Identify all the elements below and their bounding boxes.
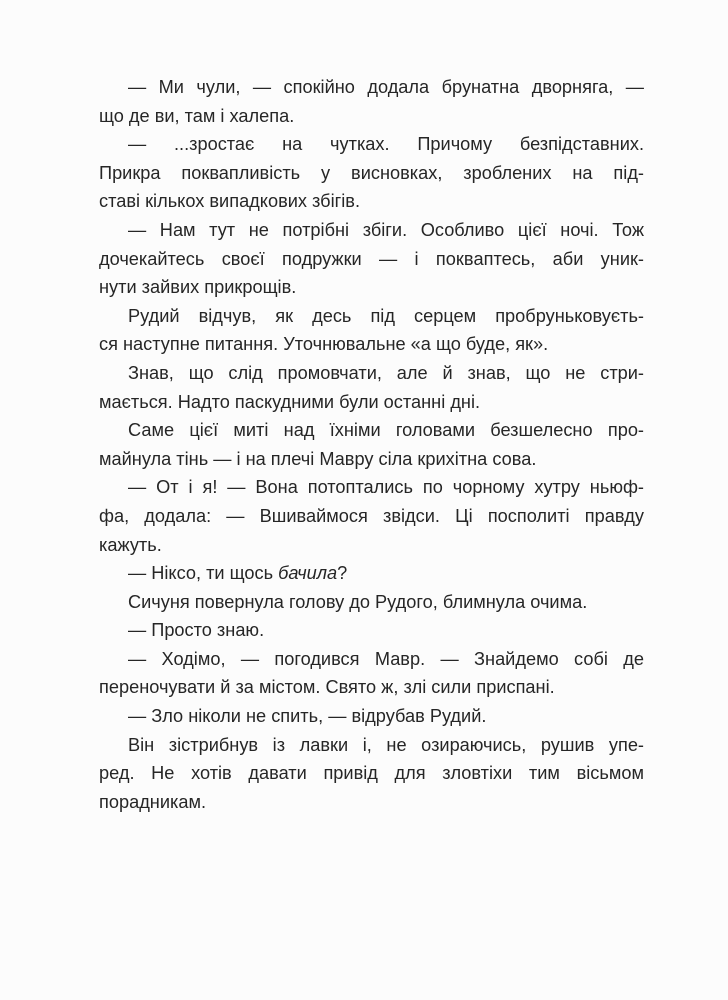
text-line: ся наступне питання. Уточнювальне «а що буде, як». [99, 334, 549, 355]
text-line: Саме цієї миті над їхніми головами безшелесно про- [128, 420, 644, 441]
page-body-text [99, 73, 644, 816]
text-line: Він зістрибнув із лавки і, не озираючись, рушив упе- [128, 734, 644, 755]
text-line: — От і я! — Вона потоптались по чорному хутру ньюф- [128, 477, 644, 498]
text-line: — ...зростає на чутках. Причому безпідставних. [128, 134, 644, 155]
text-line: — Просто знаю. [128, 620, 265, 641]
text-line: ред. Не хотів давати привід для зловтіхи тим вісьмом [99, 763, 644, 784]
text-line: — Зло ніколи не спить, — відрубав Рудий. [128, 706, 487, 727]
text-line: Сичуня повернула голову до Рудого, блимнула очима. [128, 591, 588, 612]
text-line: — Ходімо, — погодився Мавр. — Знайдемо собі де [128, 648, 644, 669]
text-line: кажуть. [99, 534, 162, 555]
text-line: порадникам. [99, 791, 207, 812]
text-line: нути зайвих прикрощів. [99, 277, 297, 298]
text-line: — Ми чули, — спокійно додала брунатна дворняга, — [128, 77, 644, 97]
line-text: — Ніксо, ти щось [128, 563, 279, 584]
text-line: фа, додала: — Вшиваймося звідси. Ці посполиті правду [99, 505, 644, 526]
text-line: переночувати й за містом. Свято ж, злі сили приспані. [99, 677, 555, 698]
text-line: ставі кількох випадкових збігів. [99, 191, 361, 212]
text-line: що де ви, там і халепа. [99, 105, 295, 126]
text-line: Рудий відчув, як десь під серцем пробруньковуєть- [128, 305, 644, 326]
text-line: Знав, що слід промовчати, але й знав, що не стри- [128, 362, 644, 383]
text-line: мається. Надто паскудними були останні дні. [99, 391, 481, 412]
text-line: майнула тінь — і на плечі Мавру сіла крихітна сова. [99, 448, 537, 469]
italic-word: бачила [278, 563, 338, 584]
text-line [99, 559, 644, 588]
line-text: ? [337, 563, 348, 584]
text-line: — Нам тут не потрібні збіги. Особливо цієї ночі. Тож [128, 219, 644, 240]
text-line: дочекайтесь своєї подружки — і поквaптесь, аби уник- [99, 248, 644, 269]
text-line: Прикра поквапливість у висновках, зроблених на під- [99, 162, 644, 183]
